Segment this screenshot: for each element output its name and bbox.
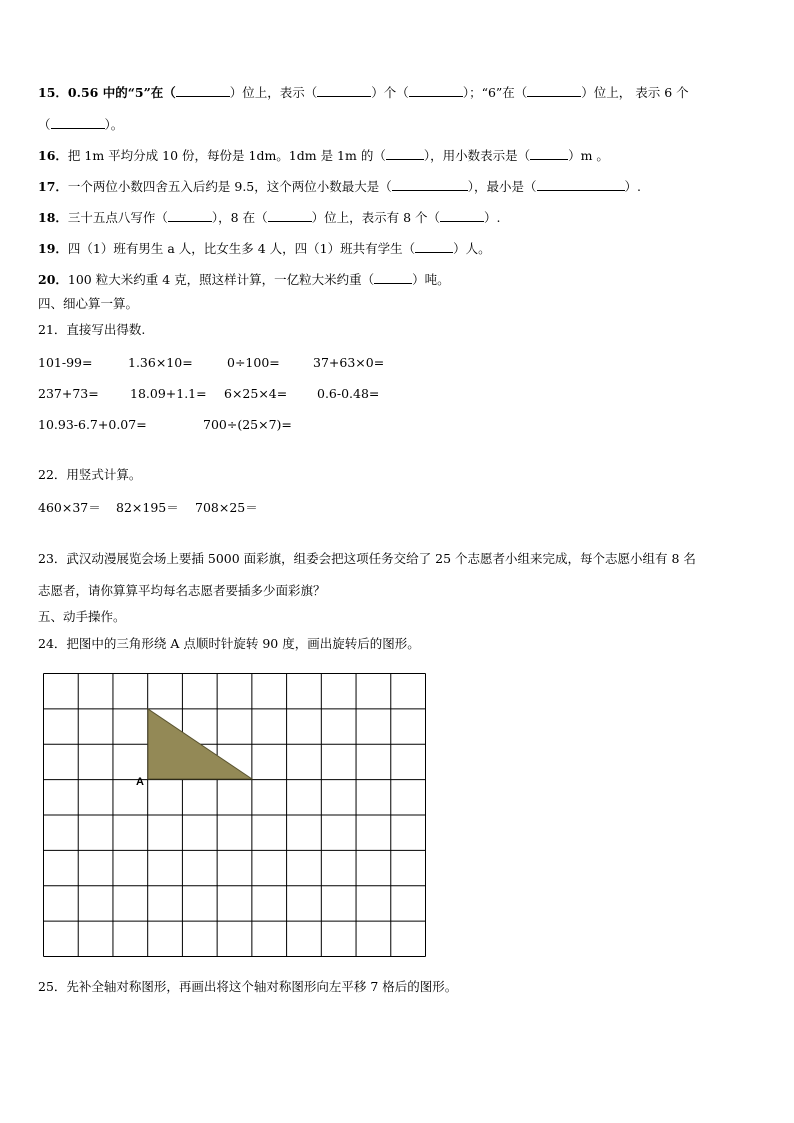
q19-text-1: 四（1）班有男生 a 人，比女生多 4 人，四（1）班共有学生（ [67,241,416,256]
question-21-title: 21．直接写出得数. [38,322,146,337]
question-23-line1: 23．武汉动漫展览会场上要插 5000 面彩旗，组委会把这项任务交给了 25 个志愿者小组来完成，每个志愿小组有 8 名 [38,551,696,566]
question-15-line1 [38,84,689,101]
q15-text-5: ）位上， 表示 6 个 [581,85,689,100]
answer-blank[interactable] [415,240,453,253]
calc-item: 0.6-0.48= [317,386,380,401]
answer-blank[interactable] [51,116,105,129]
calc-item: 700÷(25×7)= [203,417,292,432]
q15-text-4: ）；“6”在（ [462,85,528,100]
q20-text-2: ）吨。 [412,272,450,287]
answer-blank[interactable] [268,209,312,222]
section-heading-4: 四、细心算一算。 [38,296,139,311]
q15-text-1: 0.56 中的“5”在（ [67,85,176,100]
calc-item: 0÷100= [227,355,280,370]
q16-text-1: 把 1m 平均分成 10 份，每份是 1dm。1dm 是 1m 的（ [67,148,386,163]
grid-lines [44,674,426,957]
calc-item: 101-99= [38,355,93,370]
q15-text-7: ）。 [104,117,124,132]
vertical-calc-item: 82×195＝ [116,500,179,515]
q15-text-6: （ [38,117,51,132]
point-a-label: A [136,776,144,788]
question-19 [38,240,491,257]
question-16 [38,147,609,164]
answer-blank[interactable] [527,84,581,97]
calc-item: 37+63×0= [313,355,385,370]
section-heading-5: 五、动手操作。 [38,609,126,624]
q17-text-1: 一个两位小数四舍五入后约是 9.5，这个两位小数最大是（ [67,179,392,194]
q16-text-3: ）m 。 [568,148,609,163]
q19-text-2: ）人。 [453,241,491,256]
q17-text-3: ）. [624,179,642,194]
answer-blank[interactable] [392,178,468,191]
calc-item: 6×25×4= [224,386,288,401]
answer-blank[interactable] [168,209,212,222]
answer-blank[interactable] [374,271,412,284]
q17-text-2: ），最小是（ [467,179,537,194]
square-grid[interactable] [43,673,426,957]
q15-text-3: ）个（ [371,85,409,100]
q18-text-3: ）位上，表示有 8 个（ [311,210,441,225]
question-24-title: 24．把图中的三角形绕 A 点顺时针旋转 90 度，画出旋转后的图形。 [38,636,420,651]
answer-blank[interactable] [317,84,371,97]
answer-blank[interactable] [440,209,484,222]
calc-item: 18.09+1.1= [130,386,207,401]
q20-text-1: 100 粒大米约重 4 克，照这样计算，一亿粒大米约重（ [67,272,375,287]
calc-item: 10.93-6.7+0.07= [38,417,147,432]
q16-text-2: ），用小数表示是（ [423,148,531,163]
question-17 [38,178,641,195]
question-22-title: 22．用竖式计算。 [38,467,142,482]
question-25-title: 25．先补全轴对称图形，再画出将这个轴对称图形向左平移 7 格后的图形。 [38,979,458,994]
answer-blank[interactable] [530,147,568,160]
q18-text-4: ）. [484,210,501,225]
question-number: 16． [38,148,68,163]
calc-item: 237+73= [38,386,99,401]
vertical-calc-item: 708×25＝ [195,500,258,515]
q15-text-2: ）位上，表示（ [229,85,318,100]
question-number: 17． [38,179,68,194]
question-18 [38,209,501,226]
question-number: 18． [38,210,68,225]
question-number: 20． [38,272,68,287]
question-23-line2: 志愿者，请你算算平均每名志愿者要插多少面彩旗？ [38,583,326,598]
question-number: 19． [38,241,68,256]
answer-blank[interactable] [176,84,230,97]
question-number: 15． [38,85,68,100]
question-20 [38,271,450,288]
answer-blank[interactable] [386,147,424,160]
q18-text-1: 三十五点八写作（ [67,210,168,225]
q18-text-2: ），8 在（ [211,210,268,225]
vertical-calc-item: 460×37＝ [38,500,101,515]
answer-blank[interactable] [537,178,625,191]
question-15-line2 [38,116,123,133]
calc-item: 1.36×10= [128,355,193,370]
answer-blank[interactable] [409,84,463,97]
